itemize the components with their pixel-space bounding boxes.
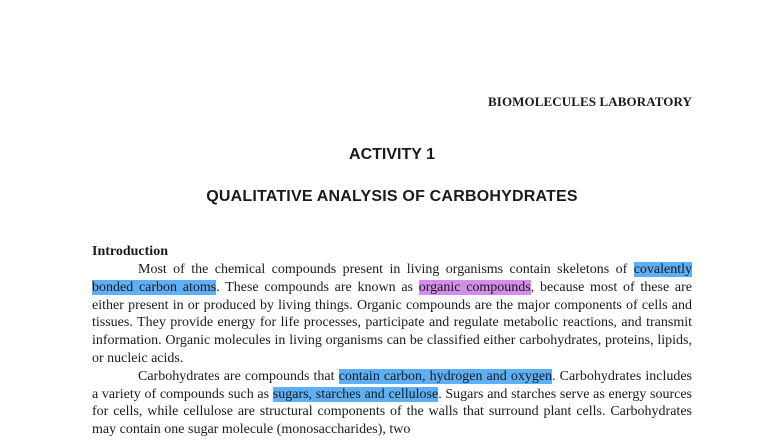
paragraph-2-text-a: Carbohydrates are compounds that: [138, 368, 339, 384]
section-heading-introduction: Introduction: [92, 244, 168, 259]
paragraph-2-text-b: . Carbohydrates includes a variety of compounds such as: [92, 368, 693, 402]
highlight-covalent-bonds: covalently bonded carbon atoms: [92, 262, 692, 295]
paragraph-1-text-b: . These compounds are known as: [216, 279, 419, 295]
highlight-sugars-starches-cellulose: sugars, starches and cellulose: [272, 386, 439, 402]
document-title: QUALITATIVE ANALYSIS OF CARBOHYDRATES: [206, 188, 578, 205]
paragraph-1-text-c: , because most of these are either present in or produced by living things. Organic compounds are the major components of cells and tissues. They provide energy for life processes, participate and regulate metabolic reactions, and transmit information. Organic molecules in living organisms can be classified either carbohydrates, proteins, lipids, or nucleic acids.: [92, 279, 692, 366]
highlight-organic-compounds: organic compounds: [418, 279, 531, 295]
paragraph-1: [92, 261, 692, 368]
paragraph-2: [92, 368, 692, 439]
highlight-carbon-hydrogen-oxygen: contain carbon, hydrogen and oxygen: [338, 368, 553, 384]
paragraph-1-text-a: Most of the chemical compounds present in living organisms contain skeletons of: [138, 262, 634, 277]
introduction-body: [92, 261, 692, 439]
running-header: BIOMOLECULES LABORATORY: [488, 94, 692, 109]
paragraph-2-text-c: . Sugars and starches serve as energy sources for cells, while cellulose are structural components of the walls that surround plant cells. Carbohydrates may contain one sugar molecule (monosaccharides), two: [92, 386, 692, 438]
activity-heading: ACTIVITY 1: [349, 146, 435, 163]
